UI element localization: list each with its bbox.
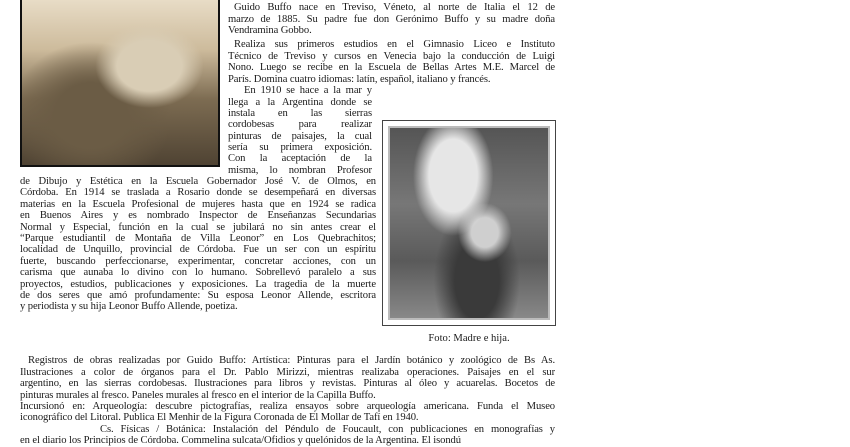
- text-line: localidad de Unquillo, provincial de Córdoba. Fue un ser con un espíritu: [20, 244, 376, 256]
- text-line: iconográfico del Litoral. Publica El Menhir de la Figura Coronada de El Mollar de Tafí en 1940.: [20, 412, 419, 423]
- text-line: París. Domina cuatro idiomas: latín, español, italiano y francés.: [228, 74, 491, 85]
- text-line: pinturas de paisajes, la cual: [228, 131, 372, 142]
- text-line: Nono. Luego se recibe en la Escuela de Bellas Artes M.E. Marcel de: [228, 62, 555, 73]
- text-line: fuerte, buscando perfeccionarse, experimentar, concretar acciones, con un: [20, 255, 376, 267]
- text-line: Técnico de Treviso y cursos en Venecia bajo la conducción de Luigi: [228, 51, 555, 62]
- photo-mother-daughter: [382, 120, 556, 326]
- text-line: Ilustraciones a color de órganos para el Dr. Pablo Mirizzi, mientras realizaba operaciones. Paisajes en el sur: [20, 367, 555, 378]
- text-line: Guido Buffo nace en Treviso, Véneto, al norte de Italia el 12 de: [234, 2, 555, 13]
- text-line: y periodista y su hija Leonor Buffo Allende, poetiza.: [20, 301, 238, 313]
- text-line: carisma que aunaba lo divino con lo humano. Sobrellevó paralelo a sus: [20, 267, 376, 279]
- text-line: proyectos, estudios, publicaciones y exposiciones. La tragedia de la muerte: [20, 278, 376, 290]
- text-line: Realiza sus primeros estudios en el Gimnasio Liceo e Instituto: [234, 39, 555, 50]
- text-line: Incursionó en: Arqueología: descubre pictografías, realiza ensayos sobre arqueología americana. Funda el Museo: [20, 401, 555, 412]
- photo-guido-buffo-painting: [20, 0, 220, 167]
- text-line: sería su primera exposición.: [228, 142, 372, 153]
- text-line: cordobesas para realizar: [228, 119, 372, 130]
- text-line: Registros de obras realizadas por Guido Buffo: Artística: Pinturas para el Jardín botánico y zoológico de Bs As.: [28, 355, 555, 366]
- text-line: pinturas murales al fresco. Paneles murales al fresco en el interior de la Capilla Buffo.: [20, 390, 376, 401]
- text-line: Vendramina Gobbo.: [228, 25, 312, 36]
- text-line: argentino, en las sierras cordobesas. Ilustraciones para libros y revistas. Pinturas al óleo y acuarelas. Bocetos de: [20, 378, 555, 389]
- text-line: misma, lo nombran Profesor: [228, 165, 372, 176]
- text-line: en Buenos Aires y es nombrado Inspector de Enseñanzas Secundarias: [20, 210, 376, 222]
- text-line: materias en la Escuela Profesional de mujeres hasta que en 1924 se radica: [20, 198, 376, 210]
- text-line: de Dibujo y Estética en la Escuela Gobernador José V. de Olmos, en: [20, 176, 376, 187]
- text-line: “Parque estudiantil de Montaña de Villa Leonor” en Los Quebrachitos;: [20, 233, 376, 244]
- text-line: llega a la Argentina donde se: [228, 97, 372, 108]
- text-line: Córdoba. En 1914 se traslada a Rosario donde se desempeñará en diversas: [20, 187, 376, 199]
- text-line: Cs. Físicas / Botánica: Instalación del Péndulo de Foucault, con publicaciones en monografías y: [100, 424, 555, 435]
- text-line: en el diario los Principios de Córdoba. Commelina sulcata/Ofidios y quelónidos de la Argentina. El isondú: [20, 435, 461, 446]
- photo-caption: Foto: Madre e hija.: [428, 333, 510, 344]
- text-line: Con la aceptación de la: [228, 153, 372, 164]
- text-line: de dos seres que amó profundamente: Su esposa Leonor Allende, escritora: [20, 290, 376, 301]
- text-line: En 1910 se hace a la mar y: [244, 85, 372, 96]
- text-line: Normal y Especial, función en la cual se jubilará no sin antes crear el: [20, 221, 376, 233]
- text-line: instala en las sierras: [228, 108, 372, 119]
- photo-image: [388, 126, 550, 320]
- text-line: marzo de 1885. Su padre fue don Gerónimo Buffo y su madre doña: [228, 14, 555, 25]
